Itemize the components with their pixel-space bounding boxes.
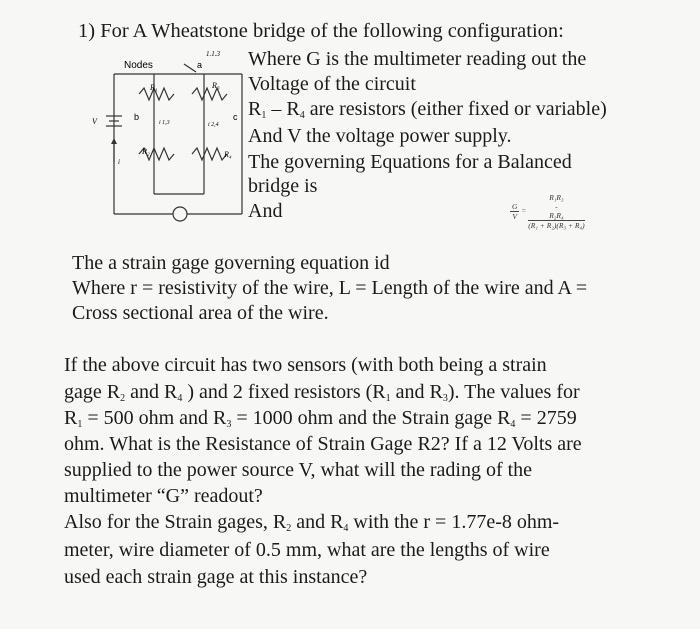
problem-line-3: $R_1 = 500$ ohm and $R_3 = 1000$ ohm and the Strain gage $R_4 = 2759$ [64, 407, 577, 430]
r1-label: R₁ [150, 83, 158, 92]
i24-label: i 2,4 [208, 122, 219, 128]
r4-label: R₄ [224, 150, 232, 159]
strain-line-2: Where r = resistivity of the wire, L = Length of the wire and A = [72, 277, 588, 299]
problem-line-2: gage $R_2$ and $R_4$ ) and 2 fixed resistors ($R_1$ and $R_3$). The values for [64, 381, 580, 404]
node-c-label: c [233, 112, 238, 122]
r3-label: R₃ [212, 81, 220, 90]
strain-line-1: The a strain gage governing equation id [72, 252, 390, 274]
r1-sub: 1 [261, 110, 267, 121]
current-arrow-head [111, 138, 117, 144]
node-a-pointer [184, 64, 196, 72]
problem-line-4: ohm. What is the Resistance of Strain Gage R2? If a 12 Volts are [64, 433, 582, 455]
line-voltage-supply: And V the voltage power supply. [248, 125, 512, 147]
problem-line-7: Also for the Strain gages, $R_2$ and $R_4$ with the r = 1.77e-8 ohm- [64, 511, 560, 534]
top-small-label: 1.1.3 [206, 50, 220, 58]
r1-text: R [248, 98, 262, 120]
question-heading: 1) For A Wheatstone bridge of the following configuration: [78, 20, 564, 42]
r4-text: – R [266, 98, 300, 120]
line-voltage-of-circuit: Voltage of the circuit [248, 73, 416, 95]
formula-lhs: $\frac{G}{V}$ [512, 202, 518, 221]
node-a-label: a [197, 60, 203, 70]
arrow-i-label: i [118, 158, 120, 166]
r2-label: R₂ [142, 147, 150, 156]
line-where-g: Where G is the multimeter reading out the [248, 48, 587, 70]
resistor-r3-zigzag [192, 88, 227, 100]
line-and: And [248, 200, 283, 222]
wheatstone-circuit-diagram [84, 44, 254, 229]
galvanometer-symbol [173, 207, 187, 221]
line-governing-eq: The governing Equations for a Balanced [248, 151, 572, 173]
problem-line-6: multimeter “G” readout? [64, 485, 263, 507]
balanced-bridge-formula: $\frac{G}{V}$ = R₁R₃ - R₂R₄ (R₁ + R₂)(R₃ + R₄) [512, 193, 585, 230]
formula-rhs: R₁R₃ - R₂R₄ (R₁ + R₂)(R₃ + R₄) [528, 193, 585, 230]
i13-label: i 1,3 [159, 120, 170, 126]
problem-line-1: If the above circuit has two sensors (with both being a strain [64, 354, 547, 376]
strain-line-3: Cross sectional area of the wire. [72, 302, 329, 324]
problem-line-9: used each strain gage at this instance? [64, 566, 368, 588]
v-label: V [92, 117, 97, 126]
line-bridge-is: bridge is [248, 175, 318, 197]
r4-sub: 4 [299, 110, 305, 121]
resistors-rest: are resistors (either fixed or variable) [304, 98, 607, 120]
nodes-label: Nodes [124, 60, 153, 71]
resistor-r4-zigzag [192, 148, 227, 160]
line-resistors [248, 98, 607, 121]
node-b-label: b [134, 112, 140, 122]
problem-line-5: supplied to the power source V, what will the rading of the [64, 459, 533, 481]
problem-line-8: meter, wire diameter of 0.5 mm, what are the lengths of wire [64, 539, 550, 561]
